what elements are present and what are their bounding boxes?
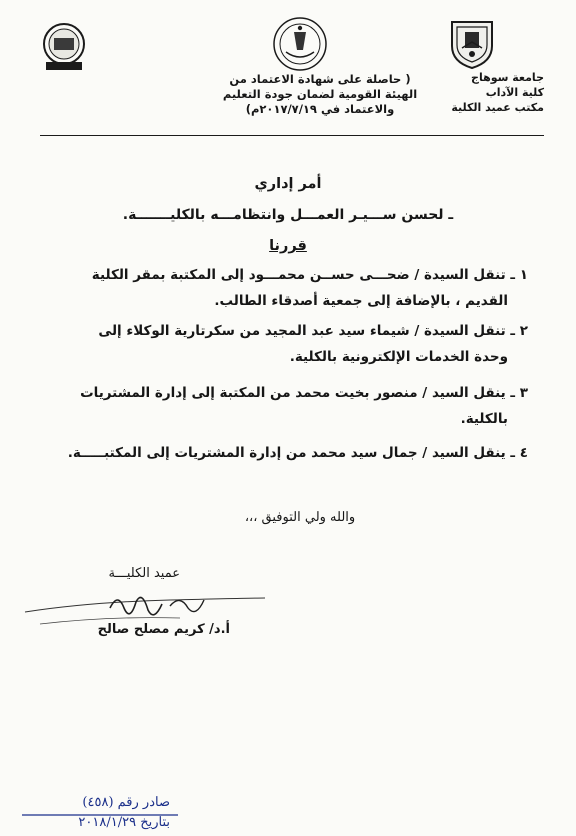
accreditation-line-2: الهيئة القومية لضمان جودة التعليم (222, 87, 418, 101)
accreditation-line-3: والاعتماد في ٢٠١٧/٧/١٩م) (245, 102, 395, 116)
item-number: ٣ (519, 385, 528, 401)
item-line: ـ ينقل السيد / منصور بخيت محمد من المكتبة إلى إدارة المشتريات (80, 385, 516, 401)
closing-phrase: والله ولي التوفيق ،،، (244, 510, 356, 525)
item-line: القديم ، بالإضافة إلى جمعية أصدقاء الطالب. (214, 293, 508, 309)
accreditation-line-1: ( حاصلة على شهادة الاعتماد من (229, 72, 411, 86)
date-value: ٢٠١٨/١/٢٩ (78, 815, 137, 830)
quality-agency-logo (268, 16, 332, 72)
issued-number: (٤٥٨) (82, 795, 114, 810)
item-2 (60, 318, 528, 370)
document-subtitle: ـ لحسن ســـيـر العمـــل وانتظامـــه بالكليـــــــة. (122, 207, 454, 223)
issue-number-stamp (40, 795, 170, 810)
item-line: ـ ينقل السيد / جمال سيد محمد من إدارة المشتريات إلى المكتبـــــة. (67, 445, 516, 461)
accreditation-note (220, 72, 420, 117)
institution-header (424, 70, 544, 115)
item-4 (60, 440, 528, 466)
faculty-name: كلية الآداب (485, 86, 544, 99)
signatory-title: عميد الكليـــة (108, 566, 180, 581)
item-line: ـ تنقل السيدة / ضحـــى حســن محمـــود إلى المكتبة بمقر الكلية (91, 267, 516, 283)
item-line: وحدة الخدمات الإلكترونية بالكلية. (289, 349, 508, 365)
item-number: ٤ (519, 445, 528, 461)
header-divider (40, 135, 544, 136)
item-line: بالكلية. (460, 411, 508, 427)
document-title: أمر إداري (254, 176, 322, 192)
item-line: ـ تنقل السيدة / شيماء سيد عبد المجيد من سكرتارية الوكلاء إلى (98, 323, 516, 339)
issued-label: صادر رقم (117, 795, 170, 810)
university-logo (448, 18, 496, 70)
item-3 (60, 380, 528, 432)
issue-date-stamp (40, 815, 170, 830)
faculty-logo (40, 22, 88, 72)
decision-heading: قررنا (269, 238, 307, 254)
item-1 (60, 262, 528, 314)
office-name: مكتب عميد الكلية (451, 101, 544, 114)
university-name: جامعة سوهاج (471, 71, 544, 84)
item-number: ١ (519, 267, 528, 283)
signatory-name: أ.د/ كريم مصلح صالح (97, 622, 230, 637)
date-label: بتاريخ (140, 815, 170, 830)
item-number: ٢ (519, 323, 528, 339)
